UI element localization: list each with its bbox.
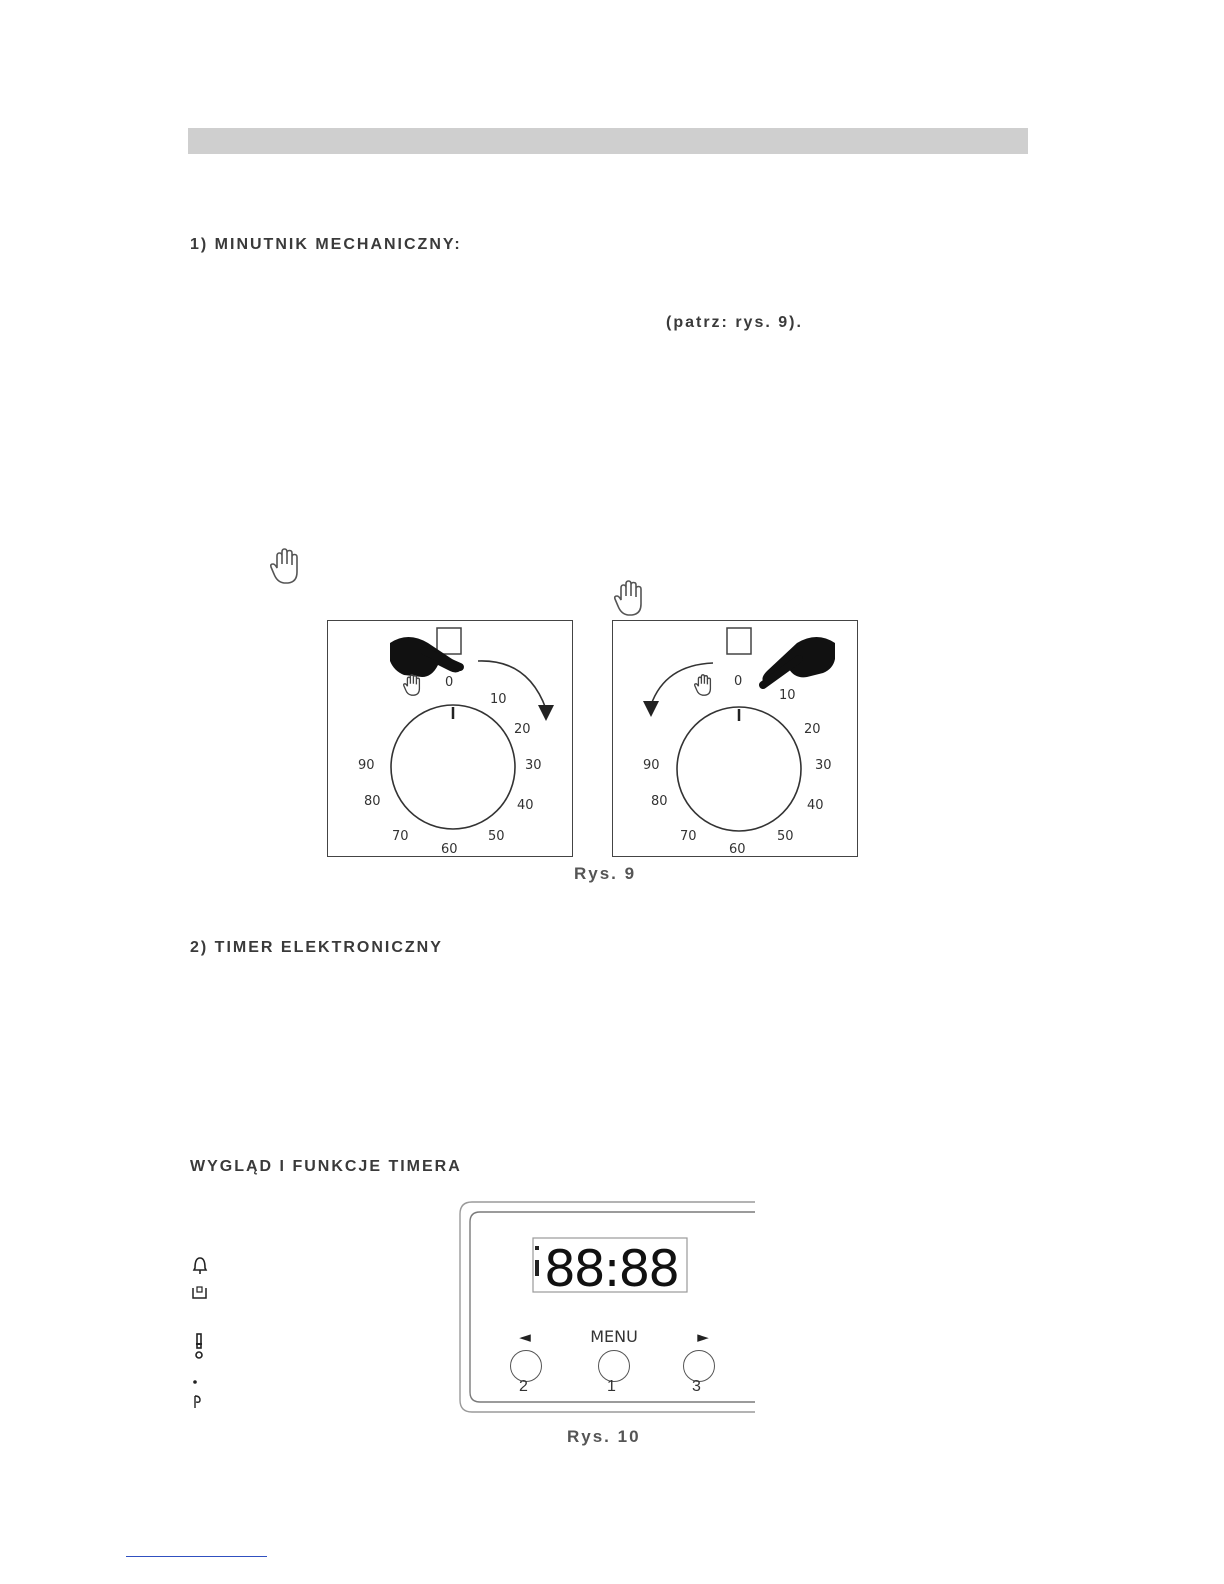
indicator-square [437,628,461,654]
indicator-square [727,628,751,654]
pot-icon [193,1287,206,1298]
dot-icon [193,1380,197,1384]
dial-label: 0 [445,675,454,690]
dial-circle [677,707,801,831]
dial-label: 40 [517,798,534,813]
button-number-3: 3 [692,1378,701,1395]
bell-icon [194,1258,206,1274]
dial-circle [391,705,515,829]
dial-label: 80 [364,794,381,809]
section-title-mechanical-timer: 1) MINUTNIK MECHANICZNY: [190,236,462,253]
hand-icon [612,578,646,618]
right-arrow-label: ► [697,1328,709,1346]
key-icon [196,1334,202,1358]
button-number-1: 1 [607,1378,616,1395]
hand-icon [195,1396,200,1408]
hand-icon [268,546,302,586]
dial-label: 60 [441,842,458,856]
button-number-2: 2 [519,1378,528,1395]
arrow-counterclockwise-icon [651,663,713,705]
dial-label: 50 [488,829,505,844]
figure9-caption: Rys. 9 [574,864,637,883]
display-indicator [535,1246,539,1250]
figure9-panel-left [327,620,573,857]
dial-label: 60 [729,842,746,856]
left-arrow-label: ◄ [519,1328,531,1346]
dial-label: 70 [680,829,697,844]
arrow-clockwise-icon [478,661,546,709]
hand-icon [695,675,711,695]
dial-label: 40 [807,798,824,813]
menu-label: MENU [590,1327,638,1346]
hand-icon [404,675,420,695]
figure10-caption: Rys. 10 [567,1427,641,1446]
footer-link-underline[interactable] [126,1556,267,1557]
key-icon [535,1260,539,1276]
dial-label: 90 [358,758,375,773]
figure-reference: (patrz: rys. 9). [666,314,803,331]
timer-digits: 88:88 [544,1240,679,1298]
dial-label: 70 [392,829,409,844]
dial-label: 20 [804,722,821,737]
section-title-electronic-timer: 2) TIMER ELEKTRONICZNY [190,939,443,956]
section-header-bar [188,128,1028,154]
pointing-hand-icon [762,637,835,685]
section-title-timer-functions: WYGLĄD I FUNKCJE TIMERA [190,1158,462,1175]
dial-label: 10 [490,692,507,707]
dial-label: 90 [643,758,660,773]
dial-label: 30 [525,758,542,773]
legend-icons [190,1254,210,1414]
dial-label: 10 [779,688,796,703]
dial-label: 80 [651,794,668,809]
dial-label: 50 [777,829,794,844]
figure9-panel-right [612,620,858,857]
dial-label: 0 [734,674,743,689]
dial-label: 30 [815,758,832,773]
dial-label: 20 [514,722,531,737]
